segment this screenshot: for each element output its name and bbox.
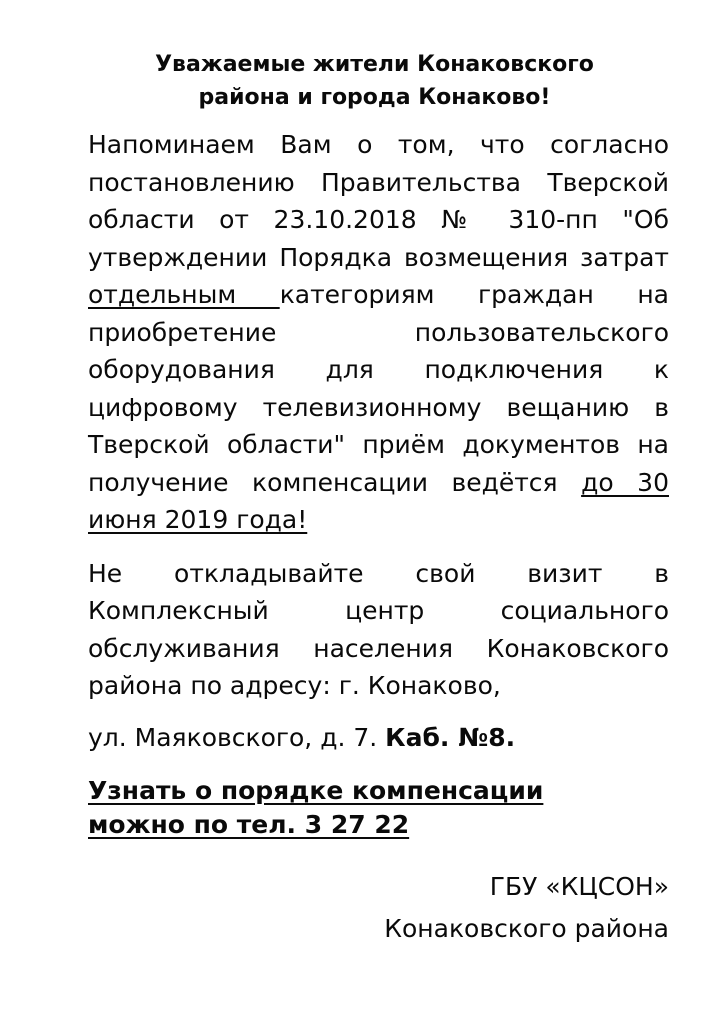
reminder-paragraph — [88, 126, 669, 539]
signature-block — [88, 866, 669, 950]
heading-line-2: района и города Конаково! — [198, 85, 551, 110]
reminder-text-start: Напоминаем Вам о том, что согласно постановлению Правительства Тверской области от 23.10.2018 № 310-пп "Об утверждении Порядка возмещения затрат — [88, 130, 669, 272]
deadline-text: до 30 июня 2019 года! — [88, 467, 669, 534]
signature-district: Конаковского района — [384, 914, 669, 943]
signature-org: ГБУ «КЦСОН» — [489, 872, 669, 901]
heading-line-1: Уважаемые жители Конаковского — [155, 52, 594, 77]
reminder-text-middle: категориям граждан на приобретение пользовательского оборудования для подключения к цифровому телевизионному вещанию в Тверской области" приём документов на получение компенсации ведётся — [88, 280, 669, 497]
reminder-underlined-word: отдельным — [88, 280, 280, 309]
address-line — [88, 719, 669, 757]
office-number: Каб. №8. — [385, 722, 516, 752]
phone-line-2: можно по тел. 3 27 22 — [88, 810, 410, 839]
notice-heading — [80, 48, 669, 114]
visit-paragraph: Не откладывайте свой визит в Комплексный центр социального обслуживания населения Конаковского района по адресу: г. Конаково, — [88, 558, 669, 700]
phone-info — [88, 774, 669, 842]
address-text: ул. Маяковского, д. 7. — [88, 722, 386, 752]
phone-line-1: Узнать о порядке компенсации — [88, 776, 544, 805]
